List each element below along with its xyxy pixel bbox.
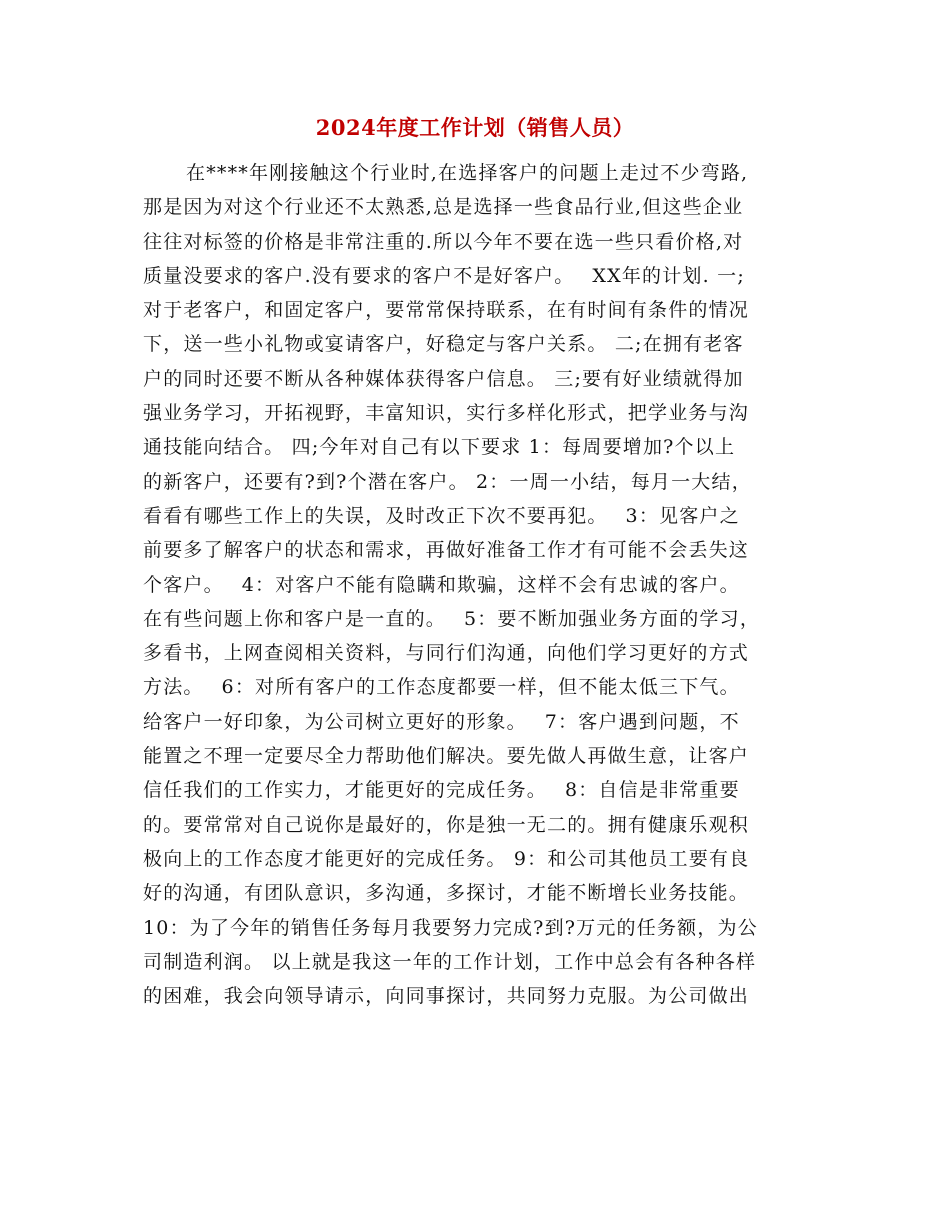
body-line: 看看有哪些工作上的失误，及时改正下次不要再犯。 3：见客户之 (143, 504, 740, 527)
body-line: 户的同时还要不断从各种媒体获得客户信息。 三;要有好业绩就得加 (143, 367, 744, 390)
body-line: 方法。 6：对所有客户的工作态度都要一样，但不能太低三下气。 (143, 676, 740, 699)
body-line: 司制造利润。 以上就是我这一年的工作计划，工作中总会有各种各样 (143, 950, 757, 973)
body-line: 在****年刚接触这个行业时,在选择客户的问题上走过不少弯路, (186, 162, 749, 184)
body-line: 的困难，我会向领导请示，向同事探讨，共同努力克服。为公司做出 (143, 985, 750, 1008)
body-line: 10：为了今年的销售任务每月我要努力完成?到?万元的任务额，为公 (143, 916, 758, 939)
body-line: 好的沟通，有团队意识，多沟通，多探讨，才能不断增长业务技能。 (143, 882, 750, 905)
body-line: 极向上的工作态度才能更好的完成任务。 9：和公司其他员工要有良 (143, 847, 750, 870)
body-line: 通技能向结合。 四;今年对自己有以下要求 1：每周要增加?个以上 (143, 436, 736, 459)
body-line: 信任我们的工作实力，才能更好的完成任务。 8：自信是非常重要 (143, 779, 740, 802)
body-line: 强业务学习，开拓视野，丰富知识，实行多样化形式，把学业务与沟 (143, 402, 750, 425)
body-line: 下，送一些小礼物或宴请客户，好稳定与客户关系。 二;在拥有老客 (143, 333, 744, 356)
body-line: 能置之不理一定要尽全力帮助他们解决。要先做人再做生意，让客户 (143, 745, 750, 768)
body-line: 在有些问题上你和客户是一直的。 5：要不断加强业务方面的学习， (143, 607, 761, 630)
body-line: 的新客户，还要有?到?个潜在客户。 2：一周一小结，每月一大结， (143, 470, 752, 493)
body-line: 多看书，上网查阅相关资料，与同行们沟通，向他们学习更好的方式 (143, 642, 750, 665)
body-line: 对于老客户，和固定客户，要常常保持联系，在有时间有条件的情况 (143, 299, 750, 322)
body-line: 给客户一好印象，为公司树立更好的形象。 7：客户遇到问题，不 (143, 710, 740, 733)
body-line: 个客户。 4：对客户不能有隐瞒和欺骗，这样不会有忠诚的客户。 (143, 573, 740, 596)
document-title: 2024年度工作计划（销售人员） (315, 115, 635, 140)
body-line: 那是因为对这个行业还不太熟悉,总是选择一些食品行业,但这些企业 (143, 196, 744, 219)
body-line: 前要多了解客户的状态和需求，再做好准备工作才有可能不会丢失这 (143, 539, 750, 562)
document-body (143, 156, 807, 1013)
body-line: 往往对标签的价格是非常注重的.所以今年不要在选一些只看价格,对 (143, 230, 744, 253)
body-line: 质量没要求的客户.没有要求的客户不是好客户。 XX年的计划. 一; (143, 264, 745, 287)
body-line: 的。要常常对自己说你是最好的，你是独一无二的。拥有健康乐观积 (143, 813, 750, 836)
